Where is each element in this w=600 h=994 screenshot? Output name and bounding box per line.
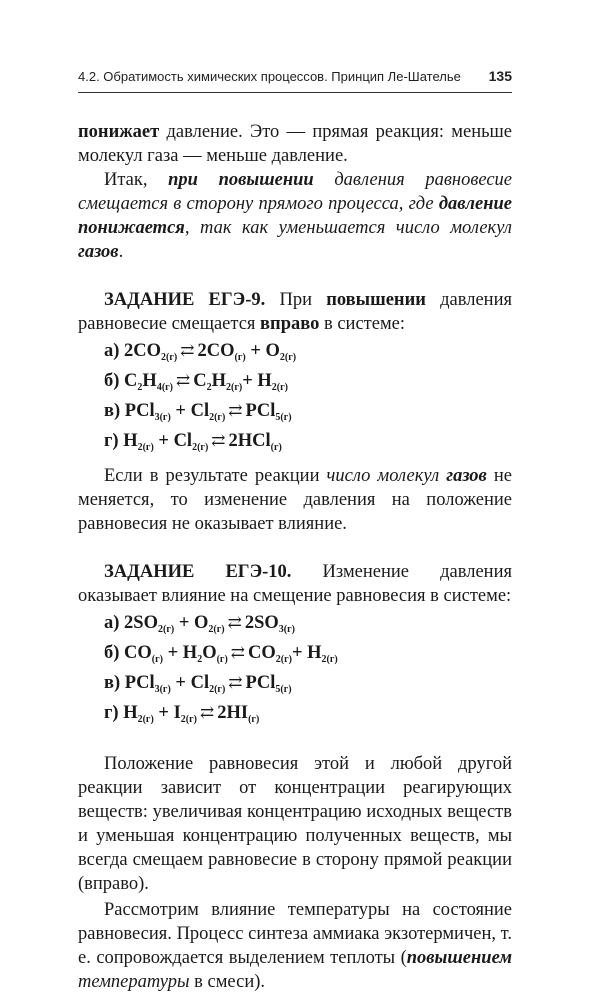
running-header <box>78 68 512 84</box>
equation-10c: в) $PCl_{3(г)} + Cl_{2(г)}$ ⇄ PCl$_{5(г)}$ <box>104 668 512 698</box>
section-title: 4.2. Обратимость химических процессов. Принцип Ле-Шателье <box>78 69 461 84</box>
paragraph-summary: Итак, при повышении давления равновесие смещается в сторону прямого процесса, где давление понижается, так как уменьшается число молекул газов. <box>78 170 512 262</box>
page-body <box>78 120 512 994</box>
task-10-statement: ЗАДАНИЕ ЕГЭ-10. Изменение давления оказывает влияние на смещение равновесия в системе: <box>78 562 512 606</box>
task-10-title: ЗАДАНИЕ ЕГЭ-10. <box>104 562 292 582</box>
equation-9a: а) $2CO_{2(г)}$ ⇄ $2CO_{(г)} + O_{2(г)}$ <box>104 336 512 366</box>
equilibrium-arrow-icon: ⇄ <box>211 431 226 450</box>
equilibrium-arrow-icon: ⇄ <box>180 341 195 360</box>
equation-10a: а) $2SO_{2(г)} + O_{2(г)}$ ⇄ $2SO_{3(г)}$ <box>104 608 512 638</box>
equilibrium-arrow-icon: ⇄ <box>227 613 242 632</box>
equation-10d: г) $H_{2(г)} + I_{2(г)}$ ⇄ $2HI_{(г)}$ <box>104 698 512 728</box>
equation-9d: г) $H_{2(г)} + Cl_{2(г)}$ ⇄ 2HCl$_{(г)}$ <box>104 426 512 456</box>
equation-9c: в) $PCl_{3(г)} + Cl_{2(г)}$ ⇄ PCl$_{5(г)}$ <box>104 396 512 426</box>
equilibrium-arrow-icon: ⇄ <box>199 703 215 722</box>
paragraph-gas-molecules: Если в результате реакции число молекул газов не меняется, то изменение давления на положение равновесия не оказывает влияние. <box>78 466 512 534</box>
equilibrium-arrow-icon: ⇄ <box>228 673 243 692</box>
task-9-title: ЗАДАНИЕ ЕГЭ-9. <box>104 290 266 310</box>
equilibrium-arrow-icon: ⇄ <box>228 401 243 420</box>
task-9-statement: ЗАДАНИЕ ЕГЭ-9. При повышении давления равновесие смещается вправо в системе: <box>78 290 512 334</box>
page-number: 135 <box>488 68 512 84</box>
equation-10b: б) $CO_{(г)} + H_2O_{(г)}$ ⇄ $CO_{2(г)}+ H_{2(г)}$ <box>104 638 512 668</box>
equilibrium-arrow-icon: ⇄ <box>176 371 191 390</box>
paragraph-concentration: Положение равновесия этой и любой другой реакции зависит от концентрации реагирующих веществ: увеличивая концентрацию исходных веществ и уменьшая концентрацию полученных веществ, мы всегда смещаем равновесие в сторону прямой реакции (вправо). <box>78 754 512 894</box>
paragraph-temperature: Рассмотрим влияние температуры на состояние равновесия. Процесс синтеза аммиака экзотермичен, т. е. сопровождается выделением теплоты (повышением температуры в смеси). <box>78 900 512 992</box>
equation-9b: б) $C_2H_{4(г)}$ ⇄ $C_2H_{2(г)}+ H_{2(г)}$ <box>104 366 512 396</box>
equilibrium-arrow-icon: ⇄ <box>230 643 246 662</box>
header-rule <box>78 92 512 93</box>
paragraph-pressure-conclusion: понижает давление. Это — прямая реакция: меньше молекул газа — меньше давление. <box>78 122 512 166</box>
